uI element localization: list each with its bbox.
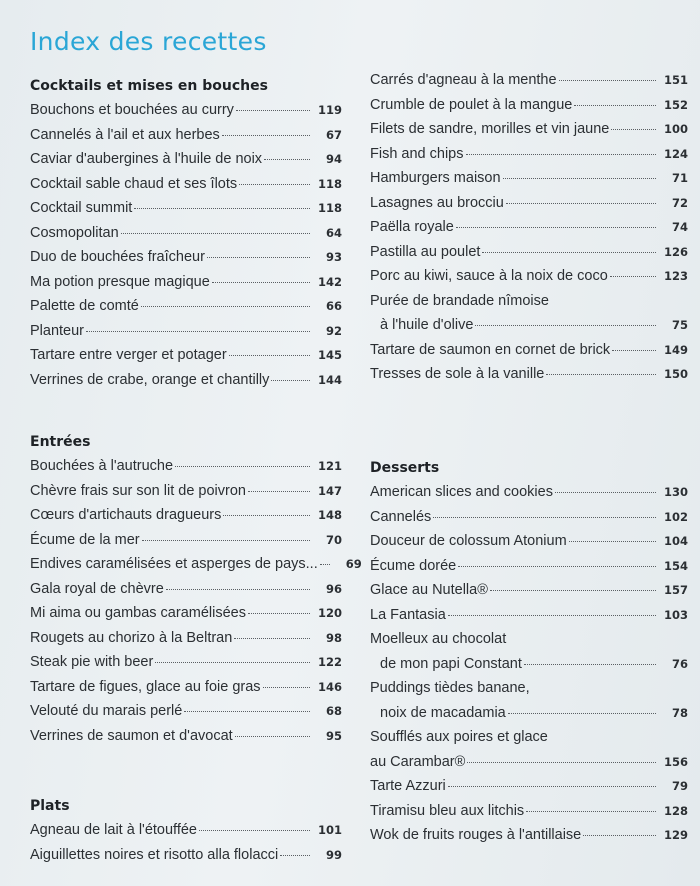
index-entry (30, 270, 342, 295)
index-entry (370, 750, 688, 775)
index-entry (370, 313, 688, 338)
dot-leader (280, 855, 310, 856)
dot-leader (569, 541, 656, 542)
page-number: 119 (317, 103, 342, 117)
index-entry-name-line1: Purée de brandade nîmoise (370, 292, 549, 309)
index-entry-name: Steak pie with beer (30, 654, 154, 670)
index-entry-name: Douceur de colossum Atonium (370, 533, 567, 549)
index-entry (370, 240, 688, 265)
dot-leader (448, 615, 656, 616)
page-number: 103 (663, 607, 688, 622)
page-number: 142 (317, 274, 342, 289)
index-entry-name: Endives caramélisées et asperges de pays... (30, 556, 318, 572)
dot-leader (433, 517, 656, 518)
section-plats (30, 794, 342, 867)
page-number: 78 (671, 705, 688, 720)
index-entry-name: Bouchées à l'autruche (30, 458, 174, 474)
index-entry-name: Cosmopolitan (30, 224, 119, 241)
page-title: Index des recettes (30, 26, 267, 56)
index-entry-name: Filets de sandre, morilles et vin jaune (370, 121, 610, 137)
dot-leader (142, 540, 310, 541)
page-number: 145 (317, 348, 342, 362)
dot-leader (235, 736, 310, 737)
index-entry-name: Hamburgers maison (370, 170, 501, 186)
dot-leader (546, 374, 656, 375)
dot-leader (271, 380, 310, 381)
index-entry-name: Mi aima ou gambas caramélisées (30, 605, 246, 621)
index-entry (370, 652, 688, 677)
index-entry-name: American slices and cookies (370, 484, 553, 500)
index-entry-name-line2: de mon papi Constant (380, 655, 522, 672)
dot-leader (467, 762, 656, 763)
index-entry (370, 142, 688, 167)
dot-leader (490, 590, 656, 591)
page-number: 130 (663, 485, 688, 499)
page-number: 157 (663, 583, 688, 597)
index-entry (30, 552, 362, 577)
index-entry-name: Rougets au chorizo à la Beltran (30, 629, 233, 646)
index-entry (30, 650, 342, 675)
index-entry-name: Tartare de saumon en cornet de brick (370, 341, 611, 358)
dot-leader (175, 466, 310, 467)
index-entry-name: Pastilla au poulet (370, 243, 481, 260)
index-entry-name: Tarte Azzuri (370, 778, 446, 794)
index-entry-name-line1: Moelleux au chocolat (370, 631, 507, 647)
index-entry (370, 93, 688, 118)
desserts-list-a (370, 480, 688, 627)
entrees-list (30, 454, 362, 748)
index-entry-name: Verrines de crabe, orange et chantilly (30, 371, 270, 388)
page-number: 129 (663, 828, 688, 842)
plats-continued-list-2 (370, 338, 688, 387)
page-number: 100 (663, 122, 688, 136)
page-number: 146 (317, 679, 342, 694)
index-entry-name: Duo de bouchées fraîcheur (30, 249, 205, 265)
index-entry-name: Tresses de sole à la vanille (370, 366, 545, 382)
page-number: 154 (663, 558, 688, 573)
index-entry-name: Tiramisu bleu aux litchis (370, 802, 525, 819)
dot-leader (223, 515, 310, 516)
index-entry-name: Aiguillettes noires et risotto alla flolacci (30, 846, 279, 863)
index-entry (30, 724, 342, 749)
index-entry (30, 843, 342, 868)
page-number: 94 (325, 152, 342, 166)
page-number: 144 (317, 372, 342, 387)
index-entry (30, 221, 342, 246)
page-number: 148 (317, 508, 342, 522)
index-entry (30, 818, 342, 843)
dot-leader (526, 811, 656, 812)
dot-leader (86, 331, 310, 332)
page-number: 121 (317, 459, 342, 473)
plats-continued-list (370, 68, 688, 289)
dot-leader (475, 325, 656, 326)
index-entry (370, 68, 688, 93)
plats-list (30, 818, 342, 867)
index-entry-name: La Fantasia (370, 606, 446, 623)
dot-leader (264, 159, 310, 160)
index-entry (370, 529, 688, 554)
index-entry (30, 699, 342, 724)
dot-leader (458, 566, 656, 567)
index-entry-name: Tartare entre verger et potager (30, 347, 227, 363)
dot-leader (610, 276, 656, 277)
index-entry (30, 294, 342, 319)
index-entry (30, 577, 342, 602)
index-entry-name-line1: Puddings tièdes banane, (370, 680, 530, 696)
index-entry (370, 338, 688, 363)
dot-leader (166, 589, 310, 590)
section-desserts (370, 456, 688, 848)
index-entry-name: Cœurs d'artichauts dragueurs (30, 507, 222, 523)
page-number: 126 (663, 244, 688, 259)
index-entry-name: Carrés d'agneau à la menthe (370, 72, 557, 88)
index-entry-name: Fish and chips (370, 145, 464, 162)
page-number: 96 (325, 581, 342, 596)
page-number: 69 (345, 557, 362, 571)
index-entry (30, 601, 342, 626)
page-number: 92 (325, 323, 342, 338)
index-entry-name-line2: au Carambar® (370, 753, 466, 770)
page-number: 123 (663, 269, 688, 283)
page-number: 67 (325, 127, 342, 142)
page-number: 118 (317, 201, 342, 215)
index-entry (30, 343, 342, 368)
dot-leader (212, 282, 310, 283)
section-heading-desserts: Desserts (370, 460, 440, 476)
dot-leader (199, 830, 310, 831)
index-entry (30, 675, 342, 700)
index-entry (30, 528, 342, 553)
dot-leader (612, 350, 656, 351)
page-number: 122 (317, 655, 342, 669)
page-number: 74 (671, 220, 688, 234)
index-entry (370, 264, 688, 289)
cocktails-list (30, 98, 342, 392)
index-entry-name: Verrines de saumon et d'avocat (30, 727, 233, 744)
page-number: 101 (317, 823, 342, 837)
dot-leader (239, 184, 310, 185)
index-entry (370, 166, 688, 191)
page-number: 118 (317, 176, 342, 191)
dot-leader (482, 252, 656, 253)
page-number: 147 (317, 483, 342, 498)
index-entry (370, 554, 688, 579)
page-number: 72 (671, 195, 688, 210)
index-entry (30, 123, 342, 148)
index-entry-name: Palette de comté (30, 298, 139, 314)
section-entrees (30, 430, 362, 748)
page-number: 128 (663, 803, 688, 818)
dot-leader (524, 664, 656, 665)
page-number: 64 (325, 225, 342, 240)
index-entry (30, 172, 342, 197)
index-entry-name-line1: Soufflés aux poires et glace (370, 729, 548, 745)
dot-leader (263, 687, 310, 688)
page-number: 152 (663, 97, 688, 112)
page-number: 75 (671, 318, 688, 332)
index-entry-name: Cocktail sable chaud et ses îlots (30, 175, 238, 192)
page-number: 79 (671, 779, 688, 793)
index-entry (370, 480, 688, 505)
dot-leader (559, 80, 656, 81)
page-number: 104 (663, 534, 688, 548)
index-entry-name-line2: noix de macadamia (380, 704, 506, 721)
dot-leader (236, 110, 310, 111)
index-entry-name: Porc au kiwi, sauce à la noix de coco (370, 268, 608, 284)
page-number: 102 (663, 509, 688, 524)
dot-leader (448, 786, 656, 787)
dot-leader (207, 257, 310, 258)
index-entry-name: Cannelés (370, 508, 432, 525)
index-entry-name: Paëlla royale (370, 219, 454, 235)
page-number: 151 (663, 73, 688, 87)
index-entry-name: Caviar d'aubergines à l'huile de noix (30, 151, 263, 167)
dot-leader (248, 613, 310, 614)
index-entry-name: Wok de fruits rouges à l'antillaise (370, 827, 582, 843)
index-entry-name: Agneau de lait à l'étouffée (30, 822, 197, 838)
dot-leader (583, 835, 656, 836)
index-entry-name: Écume de la mer (30, 531, 140, 548)
section-heading-entrees: Entrées (30, 434, 91, 450)
section-heading-cocktails: Cocktails et mises en bouches (30, 78, 268, 94)
index-entry-name: Chèvre frais sur son lit de poivron (30, 482, 246, 499)
index-entry (30, 147, 342, 172)
index-entry-name: Gala royal de chèvre (30, 580, 164, 597)
index-entry-name: Cannelés à l'ail et aux herbes (30, 126, 220, 143)
index-entry-name: Lasagnes au brocciu (370, 194, 504, 211)
index-entry (370, 362, 688, 387)
index-entry (370, 774, 688, 799)
index-entry (370, 505, 688, 530)
dot-leader (248, 491, 310, 492)
section-cocktails (30, 74, 342, 392)
index-entry-name: Glace au Nutella® (370, 582, 488, 598)
dot-leader (611, 129, 656, 130)
dot-leader (141, 306, 310, 307)
dot-leader (320, 564, 330, 565)
index-entry-name: Crumble de poulet à la mangue (370, 96, 573, 113)
dot-leader (466, 154, 657, 155)
dot-leader (155, 662, 310, 663)
index-entry (30, 503, 342, 528)
index-entry (370, 117, 688, 142)
dot-leader (574, 105, 656, 106)
index-entry-name: Velouté du marais perlé (30, 703, 183, 719)
dot-leader (134, 208, 310, 209)
dot-leader (555, 492, 656, 493)
dot-leader (222, 135, 310, 136)
page-number: 149 (663, 342, 688, 357)
index-entry (370, 191, 688, 216)
dot-leader (234, 638, 310, 639)
index-entry-name: Bouchons et bouchées au curry (30, 102, 234, 118)
dot-leader (229, 355, 310, 356)
index-entry (30, 196, 342, 221)
dot-leader (506, 203, 656, 204)
dot-leader (503, 178, 656, 179)
index-entry-name-line2: à l'huile d'olive (380, 317, 474, 333)
page-number: 98 (325, 630, 342, 645)
section-plats-continued (370, 68, 688, 387)
dot-leader (456, 227, 656, 228)
desserts-list-b (370, 774, 688, 848)
page-number: 66 (325, 299, 342, 313)
page-number: 76 (671, 656, 688, 671)
page-number: 120 (317, 606, 342, 620)
index-entry (30, 454, 342, 479)
page-number: 124 (663, 146, 688, 161)
index-entry (30, 368, 342, 393)
page-number: 99 (325, 847, 342, 862)
index-entry (370, 215, 688, 240)
index-entry (30, 626, 342, 651)
index-entry (370, 701, 688, 726)
dot-leader (121, 233, 310, 234)
page-number: 70 (325, 532, 342, 547)
page-number: 93 (325, 250, 342, 264)
index-entry-name: Planteur (30, 322, 85, 339)
index-entry (30, 98, 342, 123)
page-number: 156 (663, 754, 688, 769)
dot-leader (184, 711, 310, 712)
index-entry (30, 319, 342, 344)
index-entry-name: Tartare de figues, glace au foie gras (30, 678, 261, 695)
index-entry-name: Cocktail summit (30, 200, 133, 216)
index-entry (370, 823, 688, 848)
page-number: 68 (325, 704, 342, 718)
dot-leader (508, 713, 656, 714)
index-entry (370, 799, 688, 824)
section-heading-plats: Plats (30, 798, 70, 814)
index-entry-name: Écume dorée (370, 557, 457, 574)
index-entry-name: Ma potion presque magique (30, 273, 210, 290)
index-entry (30, 479, 342, 504)
index-entry (370, 603, 688, 628)
page-number: 150 (663, 367, 688, 381)
page-number: 71 (671, 171, 688, 185)
page-number: 95 (325, 728, 342, 743)
index-entry (30, 245, 342, 270)
index-entry (370, 578, 688, 603)
